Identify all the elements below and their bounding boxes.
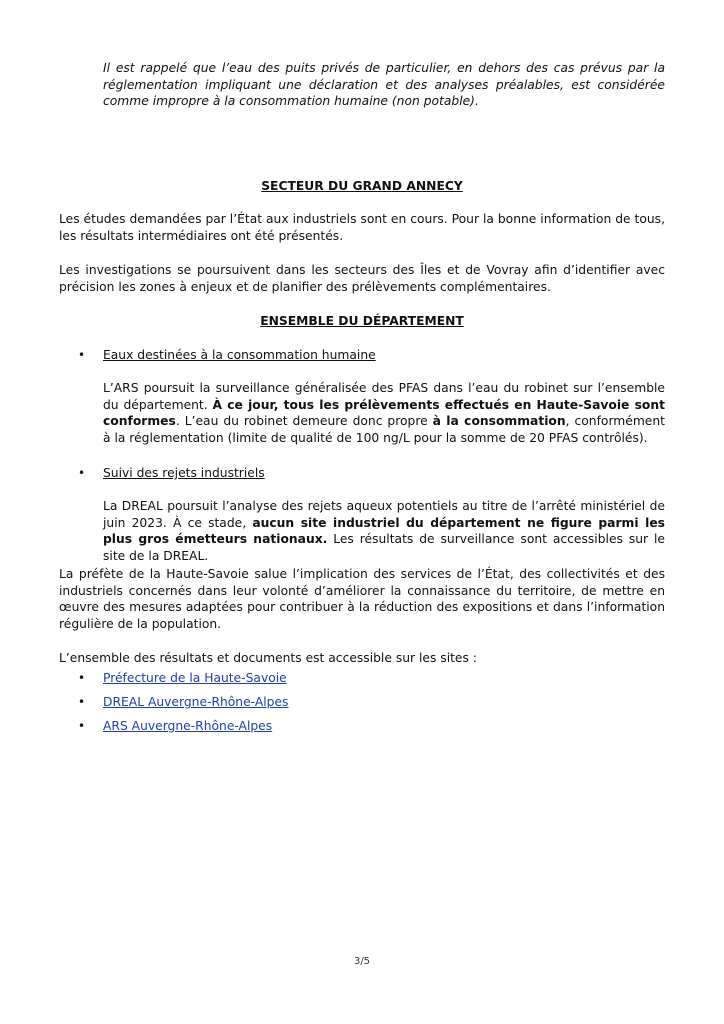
bullet-rejets: • xyxy=(78,466,86,480)
annecy-paragraph-1: Les études demandées par l’État aux industriels sont en cours. Pour la bonne information de tous, les résultats intermédiaires ont été présentés. xyxy=(59,212,665,243)
link-prefecture-haute-savoie[interactable]: Préfecture de la Haute-Savoie xyxy=(103,671,287,685)
eaux-consommation-bold: à la consommation xyxy=(432,414,566,429)
page-number: 3/5 xyxy=(353,956,371,967)
sites-intro: L’ensemble des résultats et documents est accessible sur les sites : xyxy=(59,651,477,665)
bullet-eaux: • xyxy=(78,348,86,362)
bullet-link-ars: • xyxy=(78,719,86,733)
rejets-paragraph: La DREAL poursuit l’analyse des rejets aqueux potentiels au titre de l’arrêté ministériel de juin 2023. À ce stade, aucun site industriel du département ne figure parmi les plus gros émetteurs nationaux. Les résultats de surveillance sont accessibles sur le site de la DREAL. xyxy=(103,499,666,564)
link-ars-aura[interactable]: ARS Auvergne-Rhône-Alpes xyxy=(103,719,273,733)
eaux-paragraph: L’ARS poursuit la surveillance généralisée des PFAS dans l’eau du robinet sur l’ensemble du département. À ce jour, tous les prélèvements effectués en Haute-Savoie sont conformes. L’eau du robinet demeure donc propre à la consommation, conformément à la réglementation (limite de qualité de 100 ng/L pour la somme de 20 PFAS contrôlés). xyxy=(103,381,666,446)
subheading-rejets: Suivi des rejets industriels xyxy=(103,466,265,480)
heading-grand-annecy: SECTEUR DU GRAND ANNECY xyxy=(261,179,463,193)
bullet-link-dreal: • xyxy=(78,695,86,709)
subheading-eaux: Eaux destinées à la consommation humaine xyxy=(103,348,376,362)
conclusion-paragraph: La préfète de la Haute-Savoie salue l’implication des services de l’État, des collectivités et des industriels concernés dans leur volonté d’améliorer la connaissance du territoire, de mettre en œuvre des mesures adaptées pour contribuer à la réduction des expositions et dans l’information régulière de la population. xyxy=(59,567,665,632)
bullet-link-prefecture: • xyxy=(78,671,86,685)
heading-departement: ENSEMBLE DU DÉPARTEMENT xyxy=(260,314,464,328)
annecy-paragraph-2: Les investigations se poursuivent dans les secteurs des Îles et de Vovray afin d’identifier avec précision les zones à enjeux et de planifier des prélèvements complémentaires. xyxy=(59,263,665,294)
link-dreal-aura[interactable]: DREAL Auvergne-Rhône-Alpes xyxy=(103,695,289,709)
private-wells-note: Il est rappelé que l’eau des puits privés de particulier, en dehors des cas prévus par la réglementation impliquant une déclaration et des analyses préalables, est considérée comme impropre à la consommation humaine (non potable). xyxy=(103,61,665,109)
eaux-conformes-bold: À ce jour, tous les prélèvements effectués en Haute-Savoie sont conformes xyxy=(103,397,666,429)
rejets-aucun-site-bold: aucun site industriel du département ne figure parmi les plus gros émetteurs nationaux. xyxy=(103,515,666,547)
